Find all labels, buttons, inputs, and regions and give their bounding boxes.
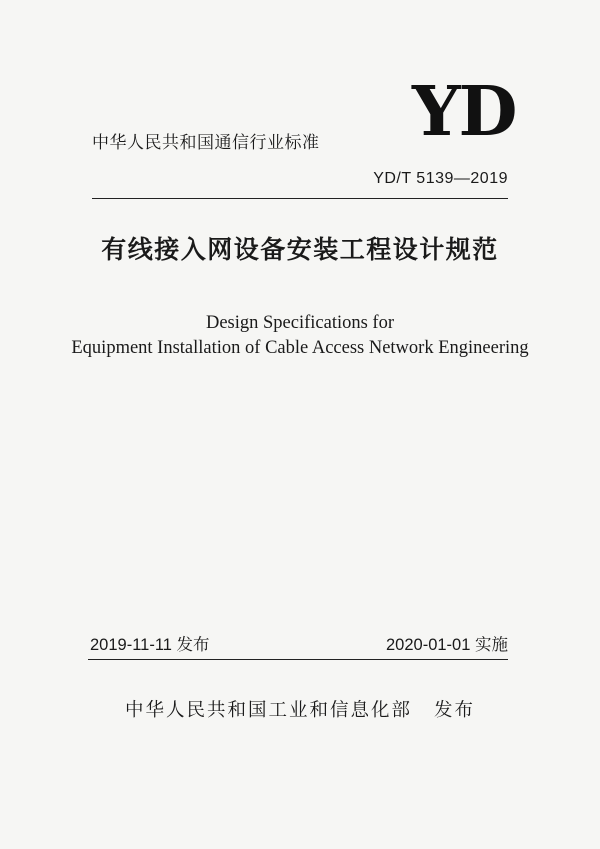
issuer-action: 发布 — [434, 700, 476, 721]
top-divider — [92, 198, 508, 199]
implementation-date: 2020-01-01 实施 — [386, 636, 508, 654]
issuer-name: 中华人民共和国工业和信息化部 — [124, 700, 412, 721]
english-title — [0, 311, 600, 361]
bottom-divider — [88, 659, 508, 660]
english-title-line-1: Design Specifications for — [205, 313, 395, 333]
standard-category: 中华人民共和国通信行业标准 — [92, 133, 320, 153]
english-title-line-2: Equipment Installation of Cable Access Network Engineering — [71, 338, 529, 358]
issue-date: 2019-11-11 发布 — [90, 636, 210, 654]
standard-number: YD/T 5139—2019 — [373, 170, 508, 187]
issuing-authority — [0, 696, 600, 722]
chinese-title: 有线接入网设备安装工程设计规范 — [101, 235, 499, 264]
yd-logo: YD — [412, 72, 516, 152]
